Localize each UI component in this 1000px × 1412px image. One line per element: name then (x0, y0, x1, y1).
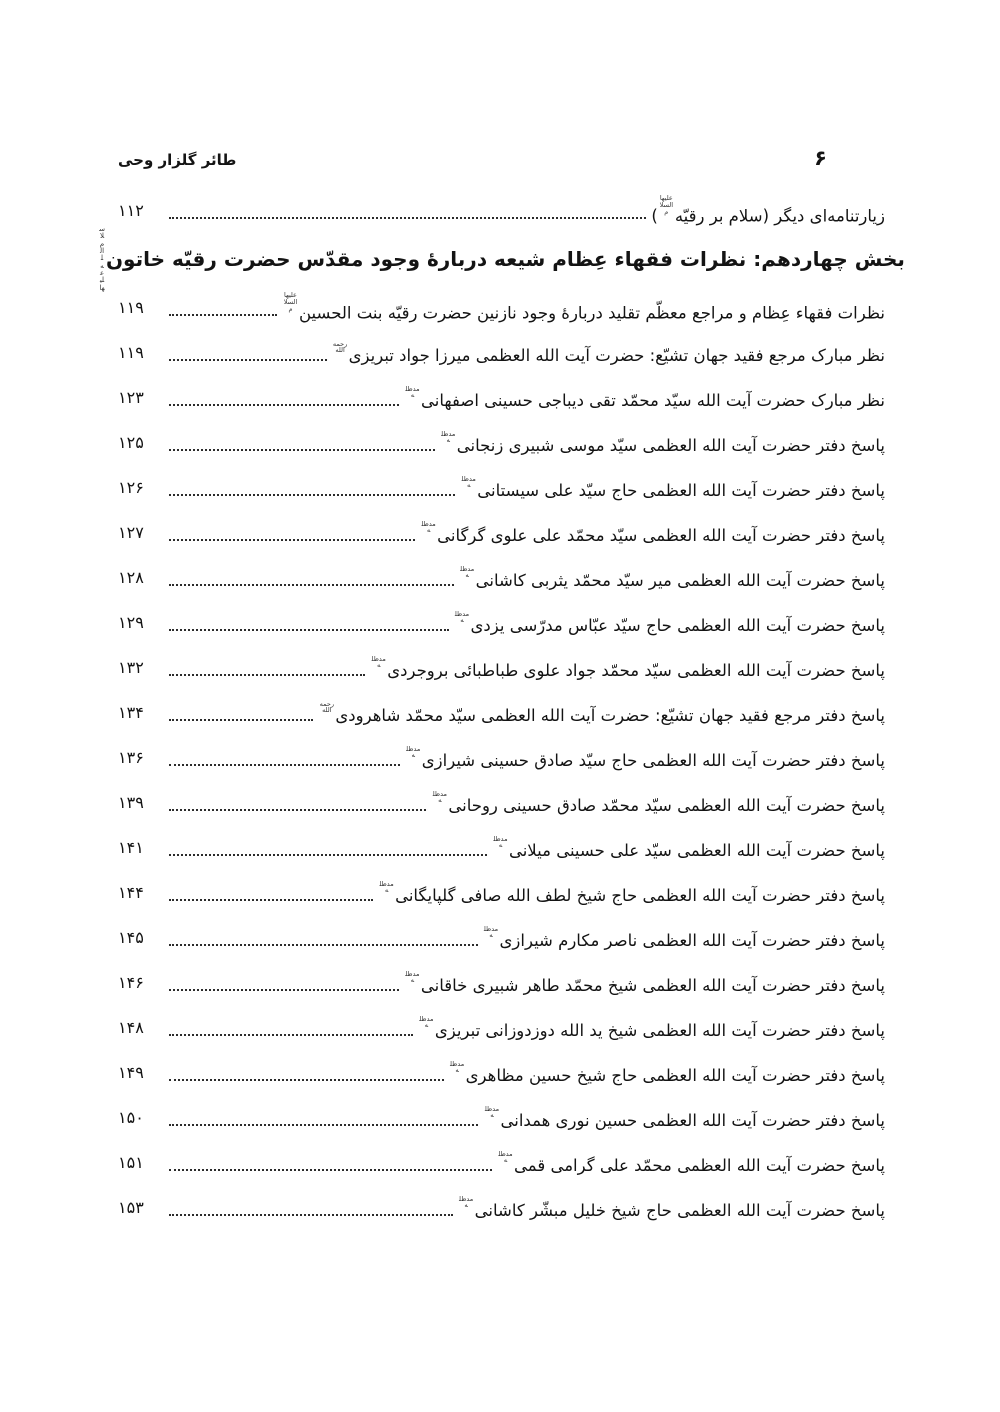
toc-entry-title (404, 971, 885, 995)
toc-entry-title (405, 746, 885, 770)
toc-entry-page: ۱۳۹ (118, 793, 144, 812)
toc-entry-page: ۱۴۱ (118, 838, 144, 857)
toc-entry-title (378, 881, 885, 905)
toc-entry (118, 645, 885, 690)
toc-entry (118, 420, 885, 465)
toc-entry-page: ۱۱۹ (118, 343, 144, 362)
toc-entry-text: پاسخ دفتر حضرت آیت الله العظمی حاج سیّد علی سیستانی (477, 480, 885, 500)
page-header (118, 146, 885, 172)
toc-entry-text: پاسخ دفتر حضرت آیت الله العظمی سیّد موسی شبیری زنجانی (456, 435, 885, 455)
honorific-seal: علیها السلام (283, 291, 298, 313)
toc-entry-text: پاسخ دفتر حضرت آیت الله العظمی شیخ ید الله دوزدوزانی تبریزی (434, 1020, 885, 1040)
dot-leader (169, 1079, 444, 1081)
honorific-seal: رحمه الله (332, 339, 348, 355)
honorific-seal: مدظله (454, 609, 470, 625)
toc-entry-title (332, 341, 885, 365)
toc-list (118, 285, 885, 1230)
honorific-seal: مدظله (432, 789, 447, 805)
toc-entry (118, 870, 885, 915)
toc-entry-text: پاسخ دفتر حضرت آیت الله العظمی حاج سیّد صادق حسینی شیرازی (421, 750, 885, 770)
toc-entry-title (497, 1151, 885, 1175)
toc-entry-title (431, 791, 885, 815)
toc-entry-text: پاسخ دفتر حضرت آیت الله العظمی حاج شیخ حسین مظاهری (465, 1065, 885, 1085)
toc-entry-page: ۱۲۳ (118, 388, 144, 407)
toc-entry (118, 825, 885, 870)
dot-leader (169, 584, 454, 586)
toc-entry-title (492, 836, 885, 860)
toc-entry-text: نظر مبارک مرجع فقید جهان تشیّع: حضرت آیت الله العظمی میرزا جواد تبریزی (348, 345, 885, 365)
honorific-seal: علیها السلام (659, 194, 674, 216)
dot-leader (169, 899, 373, 901)
toc-entry-text: زیارتنامه‌ای دیگر (سلام بر رقیّه (674, 206, 885, 226)
toc-entry (118, 330, 885, 375)
toc-entry-page: ۱۴۹ (118, 1063, 144, 1082)
toc-entry-text: پاسخ دفتر حضرت آیت الله العظمی حاج شیخ لطف الله صافی گلپایگانی (395, 885, 885, 905)
honorific-seal: مدظله (371, 654, 386, 670)
honorific-seal: رحمه الله (319, 699, 335, 715)
honorific-seal: مدظله (450, 1059, 465, 1075)
dot-leader (169, 359, 327, 361)
toc-entry-text: پاسخ حضرت آیت الله العظمی سیّد محمّد جواد علوی طباطبائی بروجردی (387, 660, 885, 680)
toc-entry-page: ۱۵۳ (118, 1198, 144, 1217)
toc-entry-page: ۱۲۹ (118, 613, 144, 632)
toc-entry-page: ۱۱۲ (118, 201, 144, 220)
toc-entry (118, 600, 885, 645)
dot-leader (169, 944, 478, 946)
toc-entry (118, 735, 885, 780)
toc-entry (118, 465, 885, 510)
toc-entry-text: پاسخ دفتر حضرت آیت الله العظمی سیّد محمّد علی علوی گرگانی (437, 525, 885, 545)
dot-leader (169, 539, 415, 541)
honorific-seal: مدظله (379, 879, 394, 895)
dot-leader (169, 764, 400, 766)
toc-entry (118, 1185, 885, 1230)
toc-entry-title (318, 701, 885, 725)
toc-entry-page: ۱۵۰ (118, 1108, 144, 1127)
toc-entry (118, 1005, 885, 1050)
toc-entry-title (651, 195, 885, 226)
toc-entry (118, 555, 885, 600)
dot-leader (169, 494, 455, 496)
toc-entry (118, 780, 885, 825)
toc-entry-page: ۱۴۶ (118, 973, 144, 992)
honorific-seal: مدظله (459, 1194, 474, 1210)
toc-entry-title (282, 292, 885, 323)
toc-entry-text: پاسخ دفتر حضرت آیت الله العظمی شیخ محمّد طاهر شبیری خاقانی (420, 975, 885, 995)
dot-leader (169, 1169, 492, 1171)
section-heading-text: بخش چهاردهم: نظرات فقهاء عِظام شیعه دربارهٔ وجود مقدّس حضرت رقیّه خاتون (105, 247, 905, 271)
toc-entry-title (483, 926, 886, 950)
honorific-seal: مدظله (461, 474, 476, 490)
toc-entry-title (370, 656, 885, 680)
dot-leader (169, 719, 313, 721)
dot-leader (169, 1124, 478, 1126)
toc-entry-title (418, 1016, 885, 1040)
toc-entry (118, 915, 885, 960)
toc-entry-page: ۱۳۴ (118, 703, 144, 722)
toc-entry (118, 510, 885, 555)
toc-entry-title (459, 566, 885, 590)
honorific-seal: مدظله (493, 834, 508, 850)
toc-entry-text: پاسخ دفتر حضرت آیت الله العظمی ناصر مکارم شیرازی (499, 930, 885, 950)
honorific-seal: مدظله (460, 564, 475, 580)
honorific-seal: مدظله (405, 969, 420, 985)
toc-entry-text-after: ) (651, 206, 658, 226)
toc-entry-page: ۱۳۶ (118, 748, 144, 767)
dot-leader (169, 989, 399, 991)
toc-entry (118, 1050, 885, 1095)
toc-entry-title (449, 1061, 885, 1085)
honorific-seal: مدظله (405, 384, 420, 400)
toc-entry (118, 375, 885, 420)
dot-leader (169, 1034, 413, 1036)
toc-entry-page: ۱۲۶ (118, 478, 144, 497)
toc-entry-page: ۱۴۵ (118, 928, 144, 947)
toc-entry-title (404, 386, 885, 410)
toc-entry-text: پاسخ دفتر حضرت آیت الله العظمی حسین نوری همدانی (500, 1110, 885, 1130)
dot-leader (169, 809, 426, 811)
honorific-seal: مدظله (419, 1014, 434, 1030)
toc-entry-text: پاسخ حضرت آیت الله العظمی محمّد علی گرامی قمی (514, 1155, 885, 1175)
dot-leader (169, 674, 365, 676)
honorific-seal: مدظله (421, 519, 436, 535)
dot-leader (169, 629, 449, 631)
toc-entry-title (440, 431, 885, 455)
toc-entry-page: ۱۲۷ (118, 523, 144, 542)
toc-entry-page: ۱۲۸ (118, 568, 144, 587)
dot-leader (169, 854, 487, 856)
toc-entry-page: ۱۳۲ (118, 658, 144, 677)
toc-entry-text: پاسخ دفتر مرجع فقید جهان تشیّع: حضرت آیت الله العظمی سیّد محمّد شاهرودی (335, 705, 885, 725)
toc-entry-title (420, 521, 885, 545)
honorific-seal: مدظله (441, 429, 456, 445)
toc-entry (118, 285, 885, 330)
dot-leader (169, 217, 646, 219)
toc-entry (118, 1140, 885, 1185)
toc-entry-page: ۱۱۹ (118, 298, 144, 317)
honorific-seal: مدظله (406, 744, 421, 760)
toc-entry-page: ۱۲۵ (118, 433, 144, 452)
toc-entry (118, 1095, 885, 1140)
dot-leader (169, 1214, 453, 1216)
dot-leader (169, 449, 435, 451)
toc-entry-page: ۱۴۸ (118, 1018, 144, 1037)
toc-entry-text: پاسخ حضرت آیت الله العظمی حاج شیخ خلیل مبشّر کاشانی (474, 1200, 885, 1220)
toc-entry-text: پاسخ حضرت آیت الله العظمی میر سیّد محمّد یثربی کاشانی (475, 570, 885, 590)
toc-entry-text: پاسخ حضرت آیت الله العظمی سیّد محمّد صادق حسینی روحانی (448, 795, 885, 815)
dot-leader (169, 314, 277, 316)
book-title: طائر گلزار وحی (118, 151, 237, 169)
honorific-seal: مدظله (483, 924, 499, 940)
toc-entry (118, 690, 885, 735)
toc-entry-title (454, 611, 885, 635)
toc-entry (118, 188, 885, 233)
page-number: ۶ (814, 146, 827, 170)
toc-entry-page: ۱۵۱ (118, 1153, 144, 1172)
toc-entry-text: نظرات فقهاء عِظام و مراجع معظّم تقلید دربارهٔ وجود نازنین حضرت رقیّه بنت الحسین (298, 303, 885, 323)
toc-entry-text: نظر مبارک حضرت آیت الله سیّد محمّد تقی دیباجی حسینی اصفهانی (421, 390, 885, 410)
toc-entry (118, 960, 885, 1005)
toc-entry-text: پاسخ حضرت آیت الله العظمی سیّد علی حسینی میلانی (508, 840, 885, 860)
toc-entry-title (483, 1106, 885, 1130)
toc-entry-title (460, 476, 885, 500)
honorific-seal: سلام الله علیها (99, 224, 105, 292)
honorific-seal: مدظله (484, 1104, 500, 1120)
dot-leader (169, 404, 399, 406)
toc-entry-title (458, 1196, 885, 1220)
honorific-seal: مدظله (498, 1149, 513, 1165)
toc-entry-page: ۱۴۴ (118, 883, 144, 902)
toc-entry-text: پاسخ حضرت آیت الله العظمی حاج سیّد عبّاس مدرّسی یزدی (470, 615, 885, 635)
section-heading (99, 224, 905, 292)
